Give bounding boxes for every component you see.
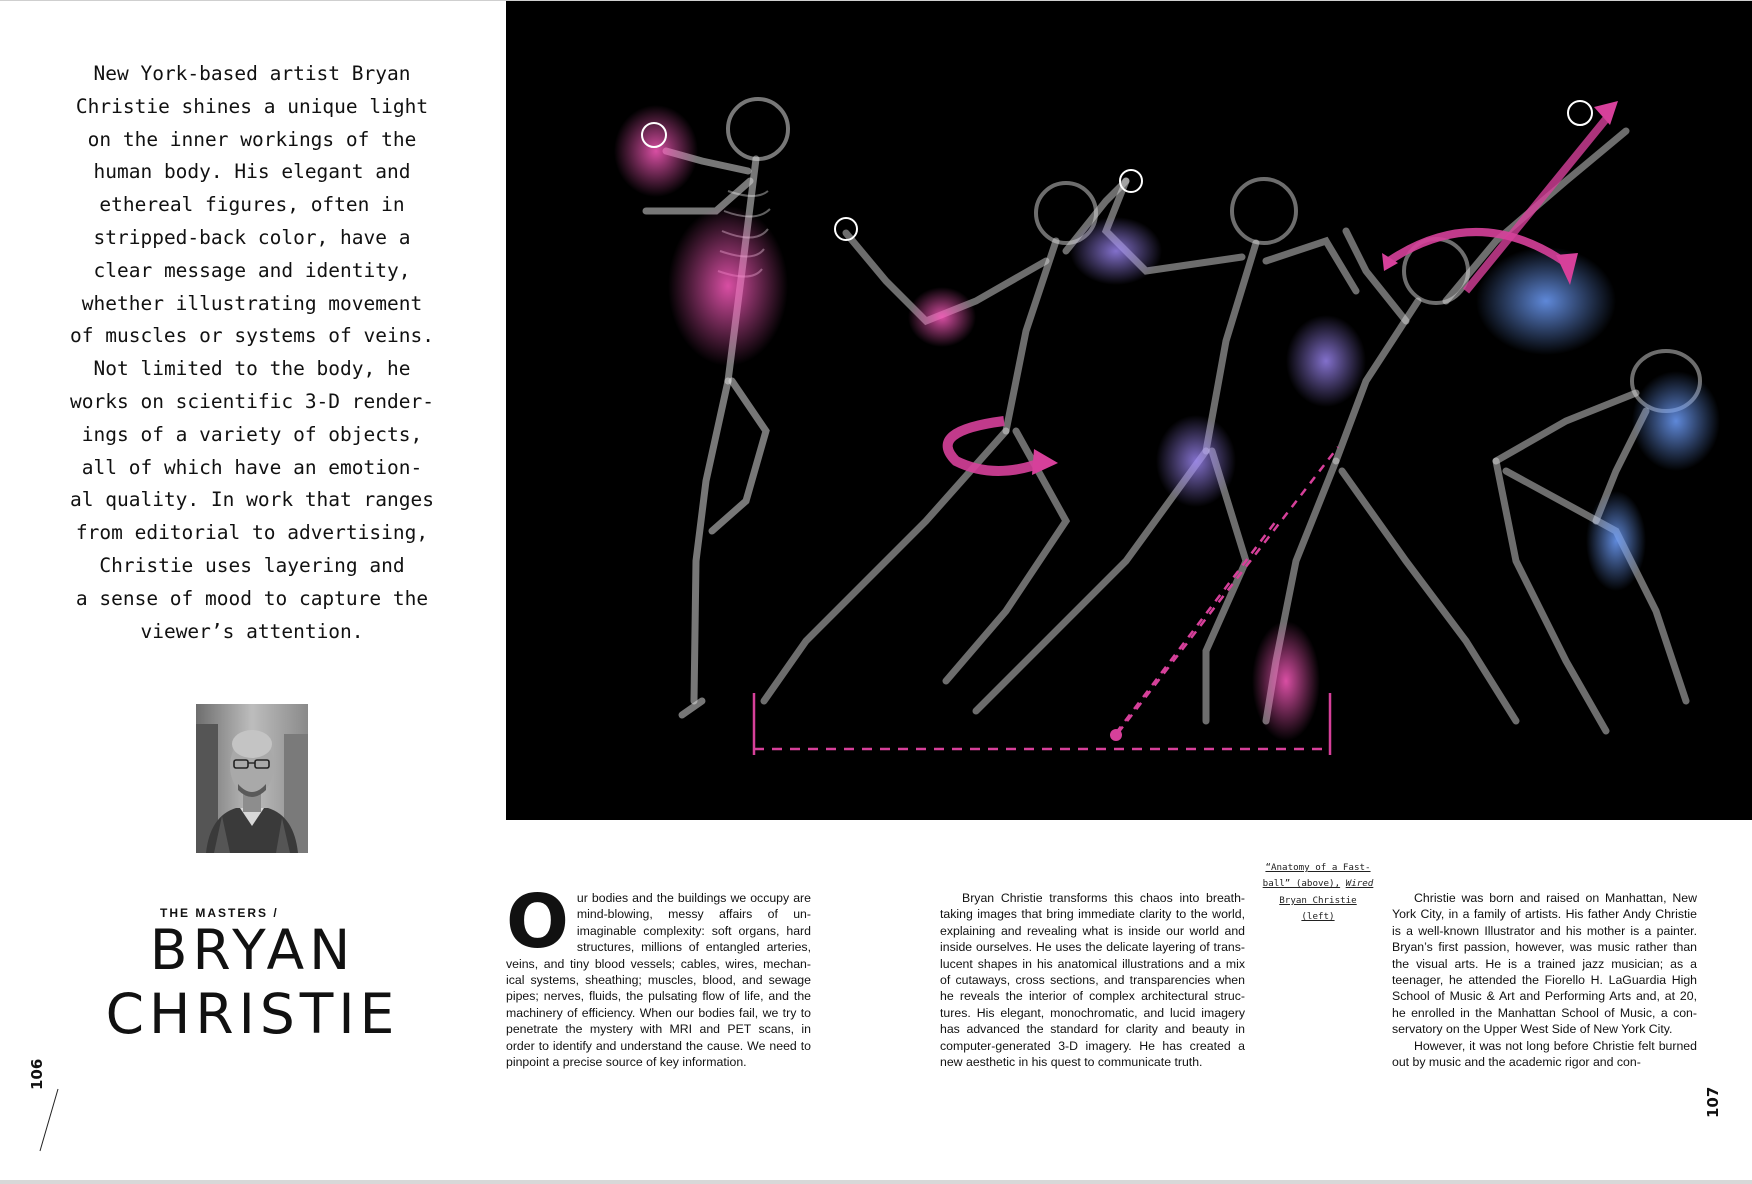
title-line-2: CHRISTIE xyxy=(105,982,400,1046)
intro-paragraph: New York-based artist Bryan Christie shines a unique light on the inner workings of the human body. His elegant and ethereal figures, often in stripped-back color, have a clear message and identity, whether illustrating movement of muscles or systems of veins. Not limited to the body, he works on scientific 3-D render- ings of a variety of objects, all of which have an emotion- al quality. In work that ranges from editorial to advertising, Christie uses layering and a sense of mood to capture the viewer’s attention. xyxy=(70,62,434,643)
column-3-paragraph-1: Christie was born and raised on Manhattan, New York City, in a family of artists. His father Andy Christie is a well-known Illustrator and his mother is a painter. Bryan’s first passion, however, was music rather than the visual arts. He is a trained jazz musician; as a teenager, he attended the Fiorello H. LaGuardia High School of Music & Art and Performing Arts and, at 20, he enrolled in the Manhattan School of Music, a con-servatory on the Upper West Side of New York City. xyxy=(1392,891,1697,1037)
body-column-2 xyxy=(940,890,1245,1070)
caption-position: (left) xyxy=(1301,911,1335,923)
portrait-illustration xyxy=(196,704,308,853)
page-number-left: 106 xyxy=(28,1058,46,1090)
bottom-rule xyxy=(0,1180,1752,1184)
release-point-marker xyxy=(1110,729,1122,741)
body-column-1 xyxy=(506,879,811,1070)
title-line-1: BRYAN xyxy=(149,918,356,982)
column-1-text: ur bodies and the buildings we occupy are mind-blowing, messy affairs of un-imaginable complexity: soft organs, hard structures, millions of entangled arteries, veins, and tiny blood vessels; cables, wires, mechan-ical systems, sheathing; muscles, blood, and sewage pipes; nerves, fluids, the pulsating flow of life, and the machinery of efficiency. When our bodies fail, we try to penetrate the mystery with MRI and PET scans, in order to identify and understand the cause. We need to pinpoint a precise source of key information. xyxy=(506,891,811,1070)
article-title xyxy=(60,918,445,1046)
drop-cap: O xyxy=(506,879,569,965)
caption-title-1: “Anatomy of a Fast- xyxy=(1265,862,1371,873)
column-2-text: Bryan Christie transforms this chaos into breath-taking images that bring immediate clarity to the world, explaining and revealing what is inside our world and inside ourselves. He uses the delicate layering of trans-lucent shapes in his anatomical illustrations and a mix of cutaways, cross sections, and transparencies when he reveals the interior of complex architectural struc-tures. His elegant, monochromatic, and lucid imagery has advanced the standard for clarity and beauty in computer-generated 3-D imagery. He has created a new aesthetic in his quest to communicate truth. xyxy=(940,891,1245,1070)
body-column-3 xyxy=(1392,890,1697,1070)
folio-slash-divider xyxy=(36,1088,60,1152)
section-kicker: THE MASTERS / xyxy=(160,906,279,920)
caption-publication: Wired xyxy=(1345,878,1374,890)
page-number-right: 107 xyxy=(1704,1086,1722,1118)
portrait-photo xyxy=(196,704,308,853)
caption-author: Bryan Christie xyxy=(1279,894,1357,906)
hero-illustration xyxy=(506,1,1752,820)
xray-pitcher-sequence xyxy=(506,1,1752,820)
image-caption xyxy=(1260,860,1376,926)
column-3-paragraph-2: However, it was not long before Christie felt burned out by music and the academic rigor and con- xyxy=(1392,1038,1697,1070)
caption-title-2: ball” (above), xyxy=(1262,878,1341,890)
